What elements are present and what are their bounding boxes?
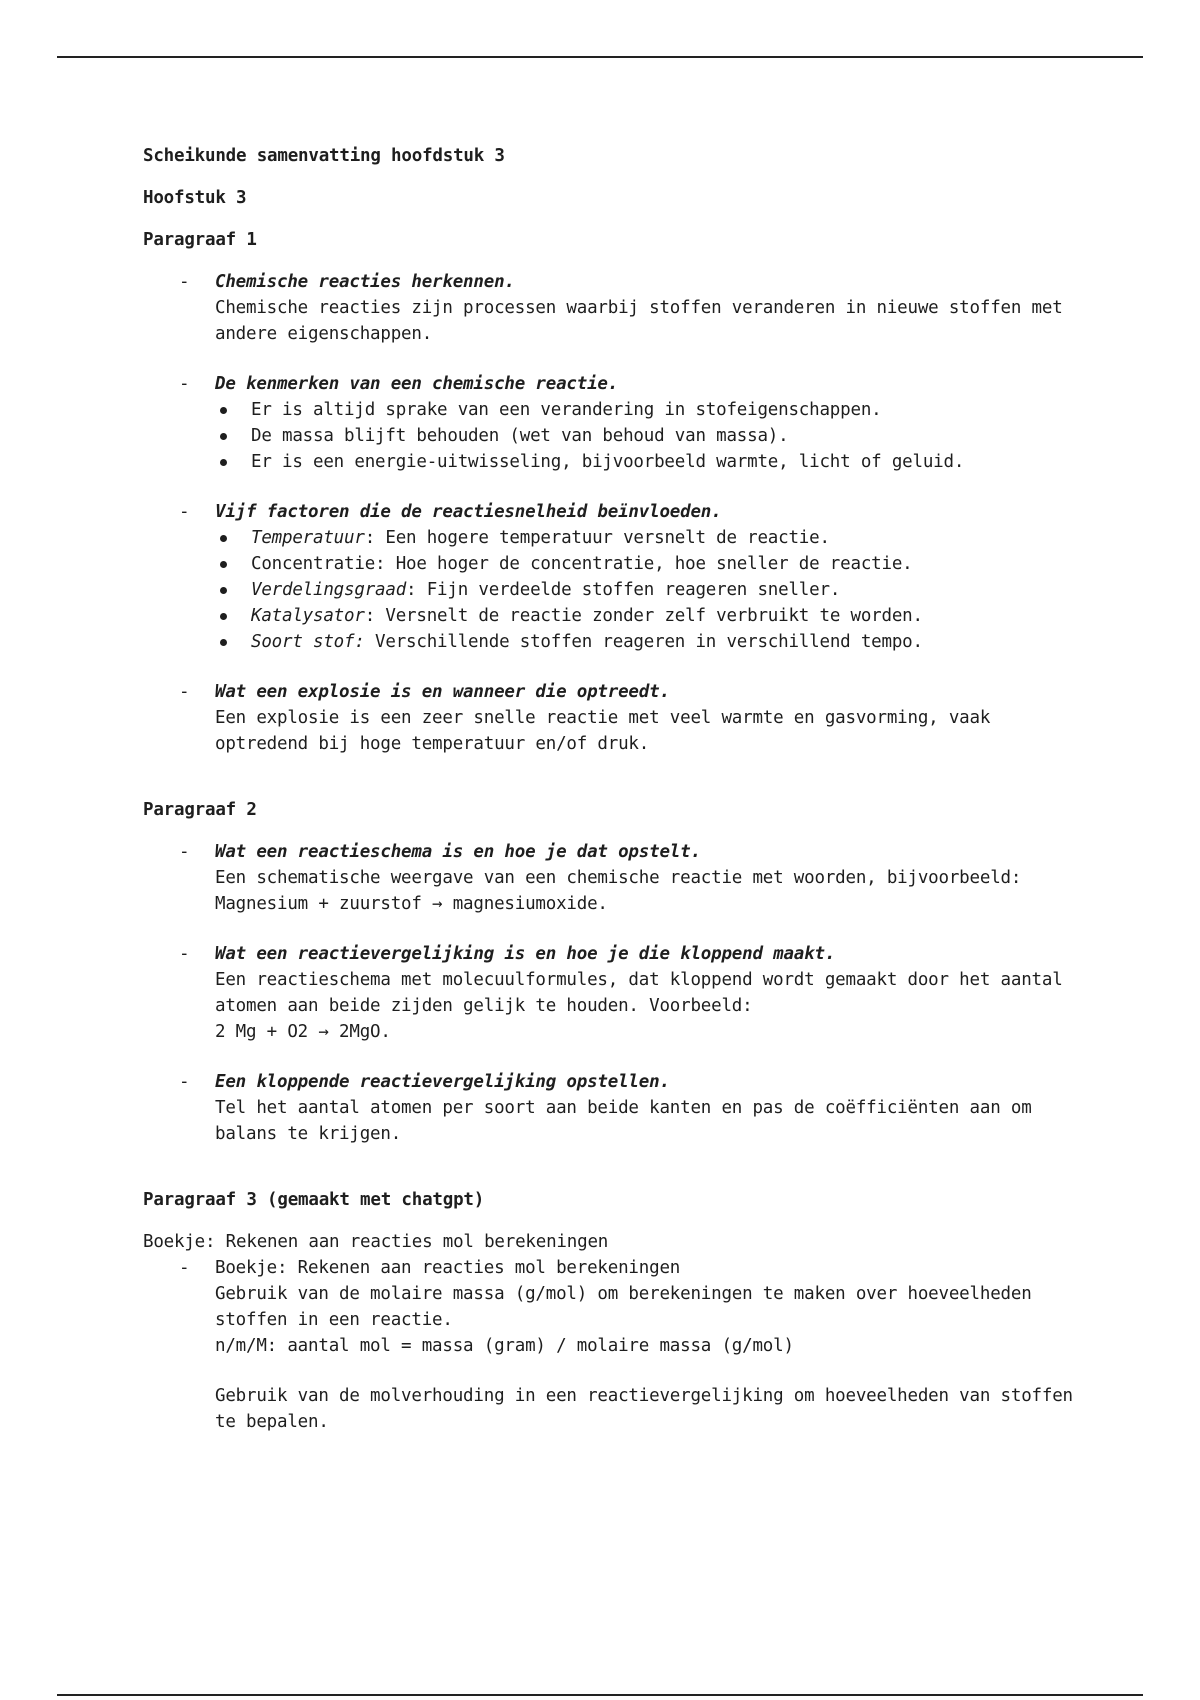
list-item <box>143 1255 1083 1435</box>
list-item <box>143 1069 1083 1147</box>
dash-marker: - <box>179 842 190 862</box>
bullet-item <box>215 577 1083 603</box>
dash-marker: - <box>179 374 190 394</box>
list-item <box>143 269 1083 347</box>
bullet-icon <box>220 587 227 594</box>
bullet-text: Er is altijd sprake van een verandering in stofeigenschappen. <box>251 400 882 420</box>
item-text: Een explosie is een zeer snelle reactie met veel warmte en gasvorming, vaak optredend bij hoge temperatuur en/of druk. <box>215 708 991 754</box>
dash-marker: - <box>179 682 190 702</box>
bullet-icon <box>220 639 227 646</box>
dash-marker: - <box>179 944 190 964</box>
item-text: Boekje: Rekenen aan reacties mol berekeningen <box>215 1258 681 1278</box>
item-title: Wat een explosie is en wanneer die optreedt. <box>215 682 670 702</box>
footer-rule <box>57 1694 1143 1696</box>
dash-marker: - <box>179 272 190 292</box>
bullet-term: Verdelingsgraad <box>251 580 407 600</box>
item-title: De kenmerken van een chemische reactie. <box>215 374 619 394</box>
bullet-text: : Een hogere temperatuur versnelt de reactie. <box>364 528 830 548</box>
paragraph-2-heading: Paragraaf 2 <box>143 800 257 820</box>
paragraph-3-heading: Paragraaf 3 (gemaakt met chatgpt) <box>143 1190 485 1210</box>
item-example: 2 Mg + O2 → 2MgO. <box>215 1022 391 1042</box>
list-item <box>143 371 1083 475</box>
bullet-icon <box>220 613 227 620</box>
bullet-term: Temperatuur <box>251 528 365 548</box>
bullet-item <box>215 525 1083 551</box>
item-text: Een schematische weergave van een chemische reactie met woorden, bijvoorbeeld: <box>215 868 1022 888</box>
dash-marker: - <box>179 1258 190 1278</box>
item-title: Chemische reacties herkennen. <box>215 272 515 292</box>
item-example: Magnesium + zuurstof → magnesiumoxide. <box>215 894 608 914</box>
bullet-icon <box>220 407 227 414</box>
bullet-text: Concentratie: Hoe hoger de concentratie, hoe sneller de reactie. <box>251 554 913 574</box>
item-text: Gebruik van de molverhouding in een reactievergelijking om hoeveelheden van stoffen te bepalen. <box>215 1386 1073 1432</box>
item-text: Gebruik van de molaire massa (g/mol) om berekeningen te maken over hoeveelheden stoffen in een reactie. <box>215 1284 1032 1330</box>
list-item <box>143 941 1083 1045</box>
bullet-text: De massa blijft behouden (wet van behoud van massa). <box>251 426 789 446</box>
item-title: Wat een reactievergelijking is en hoe je die kloppend maakt. <box>215 944 836 964</box>
dash-marker: - <box>179 502 190 522</box>
bullet-item <box>215 603 1083 629</box>
header-rule <box>57 56 1143 58</box>
list-item <box>143 499 1083 655</box>
list-item <box>143 839 1083 917</box>
item-title: Vijf factoren die de reactiesnelheid beïnvloeden. <box>215 502 722 522</box>
bullet-text: Er is een energie-uitwisseling, bijvoorbeeld warmte, licht of geluid. <box>251 452 965 472</box>
bullet-item <box>215 551 1083 577</box>
bullet-item <box>215 397 1083 423</box>
bullet-list <box>215 397 1083 475</box>
bullet-text: Verschillende stoffen reageren in verschillend tempo. <box>364 632 923 652</box>
bullet-term: Katalysator <box>251 606 365 626</box>
bullet-item <box>215 449 1083 475</box>
item-title: Een kloppende reactievergelijking opstellen. <box>215 1072 670 1092</box>
bullet-list <box>215 525 1083 655</box>
bullet-text: : Versnelt de reactie zonder zelf verbruikt te worden. <box>364 606 923 626</box>
bullet-icon <box>220 459 227 466</box>
item-title: Wat een reactieschema is en hoe je dat opstelt. <box>215 842 701 862</box>
bullet-text: : Fijn verdeelde stoffen reageren sneller. <box>406 580 841 600</box>
dash-marker: - <box>179 1072 190 1092</box>
document-body <box>143 143 1083 1435</box>
bullet-term: Soort stof: <box>251 632 365 652</box>
bullet-icon <box>220 433 227 440</box>
bullet-icon <box>220 535 227 542</box>
item-formula: n/m/M: aantal mol = massa (gram) / molaire massa (g/mol) <box>215 1336 794 1356</box>
item-text: Een reactieschema met molecuulformules, dat kloppend wordt gemaakt door het aantal atomen aan beide zijden gelijk te houden. Voorbeeld: <box>215 970 1063 1016</box>
paragraph-1-heading: Paragraaf 1 <box>143 230 257 250</box>
list-item <box>143 679 1083 757</box>
document-title: Scheikunde samenvatting hoofdstuk 3 <box>143 146 505 166</box>
item-text: Tel het aantal atomen per soort aan beide kanten en pas de coëfficiënten aan om balans te krijgen. <box>215 1098 1032 1144</box>
bullet-icon <box>220 561 227 568</box>
bullet-item <box>215 423 1083 449</box>
chapter-heading: Hoofstuk 3 <box>143 188 247 208</box>
paragraph-3-intro: Boekje: Rekenen aan reacties mol berekeningen <box>143 1232 609 1252</box>
item-text: Chemische reacties zijn processen waarbij stoffen veranderen in nieuwe stoffen met andere eigenschappen. <box>215 298 1063 344</box>
bullet-item <box>215 629 1083 655</box>
